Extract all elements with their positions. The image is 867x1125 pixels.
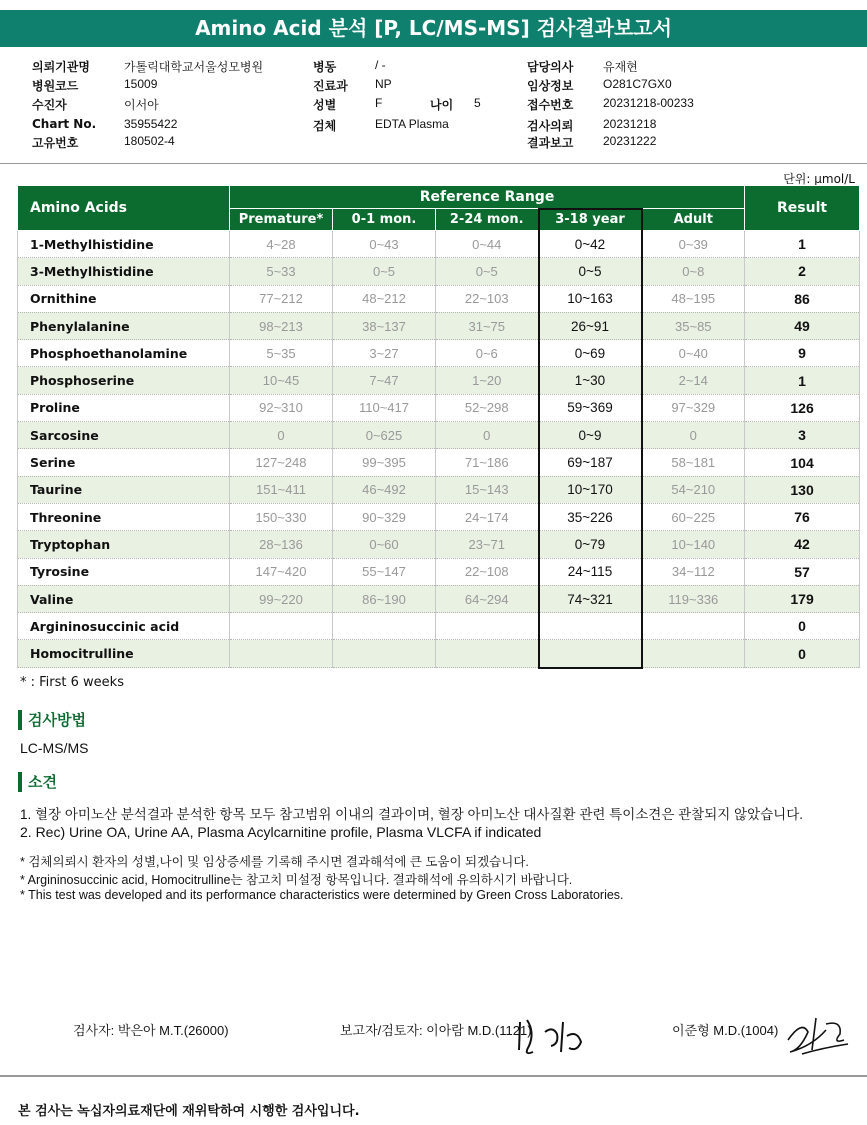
table-row	[18, 422, 860, 449]
bottom-divider	[0, 1075, 867, 1077]
result-value: 86	[745, 285, 860, 312]
table-row	[18, 476, 860, 503]
note-2: * Argininosuccinic acid, Homocitrulline는 참고치 미설정 항목입니다. 결과해석에 유의하시기 바랍니다.	[20, 873, 573, 887]
reference-range-cell: 0~9	[539, 422, 642, 449]
reference-range-cell: 28~136	[230, 531, 333, 558]
header-field-value: EDTA Plasma	[375, 117, 449, 131]
reference-range-cell: 34~112	[642, 558, 745, 585]
header-field-value: 180502-4	[124, 134, 175, 148]
method-text: LC-MS/MS	[20, 740, 89, 756]
reference-range-cell	[539, 640, 642, 668]
amino-acid-name: Serine	[18, 449, 230, 476]
table-row	[18, 640, 860, 668]
reference-range-cell: 98~213	[230, 312, 333, 339]
amino-acid-name: Phosphoserine	[18, 367, 230, 394]
result-value: 1	[745, 231, 860, 258]
reference-range-cell: 0~40	[642, 340, 745, 367]
reference-range-cell: 10~163	[539, 285, 642, 312]
table-row	[18, 367, 860, 394]
header-field-value: 20231218	[603, 117, 657, 131]
reference-range-cell: 99~220	[230, 585, 333, 612]
result-value: 130	[745, 476, 860, 503]
reference-range-cell: 71~186	[436, 449, 539, 476]
footnote: * : First 6 weeks	[20, 675, 124, 690]
method-heading: 검사방법	[18, 710, 86, 730]
header-field-label: 접수번호	[527, 98, 574, 112]
reference-range-cell: 92~310	[230, 394, 333, 421]
reference-range-cell: 150~330	[230, 503, 333, 530]
handwritten-signature-reporter	[515, 1012, 595, 1057]
header-field-value: 이서아	[124, 98, 159, 112]
ref-col-header: Premature*	[230, 209, 333, 231]
table-row	[18, 231, 860, 258]
reference-range-cell: 38~137	[333, 312, 436, 339]
reference-range-cell: 1~30	[539, 367, 642, 394]
finding-1: 1. 혈장 아미노산 분석결과 분석한 항목 모두 참고범위 이내의 결과이며, 혈장 아미노산 대사질환 관련 특이소견은 관찰되지 않았습니다.	[20, 807, 803, 822]
header-field-value: 15009	[124, 77, 158, 91]
table-row	[18, 258, 860, 285]
reference-range-cell: 86~190	[333, 585, 436, 612]
reference-range-cell: 151~411	[230, 476, 333, 503]
table-row	[18, 531, 860, 558]
reference-range-cell: 10~170	[539, 476, 642, 503]
reference-range-cell	[333, 613, 436, 640]
header-field-label: Chart No.	[32, 117, 97, 131]
finding-2: 2. Rec) Urine OA, Urine AA, Plasma Acylcarnitine profile, Plasma VLCFA if indicated	[20, 824, 542, 840]
age-value: 5	[474, 96, 481, 110]
header-field-value: 가톨릭대학교서울성모병원	[124, 60, 264, 74]
result-value: 104	[745, 449, 860, 476]
header-field-value: 35955422	[124, 117, 178, 131]
reference-range-cell	[642, 640, 745, 668]
amino-acid-name: Phosphoethanolamine	[18, 340, 230, 367]
reference-range-cell: 2~14	[642, 367, 745, 394]
reference-range-cell: 0~6	[436, 340, 539, 367]
result-value: 0	[745, 613, 860, 640]
director-signature: 이준형 M.D.(1004)	[672, 1023, 779, 1038]
reference-range-cell: 60~225	[642, 503, 745, 530]
reference-range-cell: 10~45	[230, 367, 333, 394]
result-value: 9	[745, 340, 860, 367]
result-value: 3	[745, 422, 860, 449]
header-field-value: NP	[375, 77, 392, 91]
header-field-label: 검체	[313, 119, 337, 133]
amino-acid-name: Taurine	[18, 476, 230, 503]
result-value: 2	[745, 258, 860, 285]
header-field-label: 수진자	[32, 98, 67, 112]
header-field-label: 임상정보	[527, 79, 574, 93]
reference-range-cell: 26~91	[539, 312, 642, 339]
reference-range-cell: 90~329	[333, 503, 436, 530]
result-value: 57	[745, 558, 860, 585]
ref-col-header: 0-1 mon.	[333, 209, 436, 231]
reference-range-cell: 0~5	[333, 258, 436, 285]
result-value: 42	[745, 531, 860, 558]
amino-acid-name: Tryptophan	[18, 531, 230, 558]
header-divider	[0, 163, 867, 164]
amino-acid-name: Homocitrulline	[18, 640, 230, 668]
table-row	[18, 449, 860, 476]
table-row	[18, 394, 860, 421]
handwritten-signature-director	[782, 1010, 857, 1058]
reference-range-cell: 55~147	[333, 558, 436, 585]
table-row	[18, 285, 860, 312]
reference-range-cell: 48~212	[333, 285, 436, 312]
amino-acid-name: Sarcosine	[18, 422, 230, 449]
amino-acid-name: Tyrosine	[18, 558, 230, 585]
amino-acid-name: Phenylalanine	[18, 312, 230, 339]
header-field-label: 의뢰기관명	[32, 60, 90, 74]
report-title: Amino Acid 분석 [P, LC/MS-MS] 검사결과보고서	[0, 10, 867, 47]
header-field-label: 진료과	[313, 79, 348, 93]
header-field-label: 병원코드	[32, 79, 79, 93]
reference-range-cell: 0	[436, 422, 539, 449]
reference-range-cell: 5~33	[230, 258, 333, 285]
reference-range-cell: 0~8	[642, 258, 745, 285]
reference-range-cell: 0~43	[333, 231, 436, 258]
age-label: 나이	[430, 98, 454, 112]
table-row	[18, 585, 860, 612]
reference-range-cell: 0	[642, 422, 745, 449]
header-field-value: 유재현	[603, 60, 638, 74]
table-row	[18, 312, 860, 339]
result-value: 49	[745, 312, 860, 339]
reference-range-cell: 77~212	[230, 285, 333, 312]
reference-range-cell: 69~187	[539, 449, 642, 476]
reference-range-cell: 24~174	[436, 503, 539, 530]
reference-range-cell	[436, 640, 539, 668]
reference-range-cell	[539, 613, 642, 640]
header-field-label: 담당의사	[527, 60, 574, 74]
reference-range-cell: 48~195	[642, 285, 745, 312]
reporter-signature: 보고자/검토자: 이아람 M.D.(1121)	[340, 1023, 532, 1038]
reference-range-cell: 22~108	[436, 558, 539, 585]
header-field-label: 병동	[313, 60, 337, 74]
reference-range-cell: 74~321	[539, 585, 642, 612]
amino-acid-name: Threonine	[18, 503, 230, 530]
reference-range-cell: 99~395	[333, 449, 436, 476]
reference-range-cell: 97~329	[642, 394, 745, 421]
reference-range-cell: 7~47	[333, 367, 436, 394]
reference-range-cell: 24~115	[539, 558, 642, 585]
header-field-value: / -	[375, 58, 386, 72]
header-field-value: O281C7GX0	[603, 77, 672, 91]
reference-range-cell: 54~210	[642, 476, 745, 503]
reference-range-cell: 52~298	[436, 394, 539, 421]
reference-range-cell: 0~5	[539, 258, 642, 285]
reference-range-cell: 0	[230, 422, 333, 449]
reference-range-cell: 46~492	[333, 476, 436, 503]
reference-range-cell: 31~75	[436, 312, 539, 339]
col-result: Result	[745, 186, 860, 231]
reference-range-cell: 23~71	[436, 531, 539, 558]
ref-col-header: 3-18 year	[539, 209, 642, 231]
reference-range-cell: 3~27	[333, 340, 436, 367]
amino-acid-name: Proline	[18, 394, 230, 421]
result-value: 126	[745, 394, 860, 421]
reference-range-cell: 58~181	[642, 449, 745, 476]
table-row	[18, 558, 860, 585]
reference-range-cell: 0~5	[436, 258, 539, 285]
reference-range-cell: 119~336	[642, 585, 745, 612]
reference-range-cell	[436, 613, 539, 640]
unit-label: 단위: μmol/L	[783, 172, 855, 186]
reference-range-cell	[230, 640, 333, 668]
header-field-label: 검사의뢰	[527, 119, 574, 133]
ref-col-header: 2-24 mon.	[436, 209, 539, 231]
table-row	[18, 613, 860, 640]
ref-col-header: Adult	[642, 209, 745, 231]
header-field-value: 20231222	[603, 134, 657, 148]
reference-range-cell: 15~143	[436, 476, 539, 503]
findings-heading: 소견	[18, 772, 57, 792]
amino-acid-name: 3-Methylhistidine	[18, 258, 230, 285]
reference-range-cell: 1~20	[436, 367, 539, 394]
reference-range-cell: 5~35	[230, 340, 333, 367]
reference-range-cell: 59~369	[539, 394, 642, 421]
table-row	[18, 340, 860, 367]
reference-range-cell: 0~44	[436, 231, 539, 258]
reference-range-cell: 4~28	[230, 231, 333, 258]
header-field-value: F	[375, 96, 383, 110]
reference-range-cell: 0~79	[539, 531, 642, 558]
reference-range-cell: 0~39	[642, 231, 745, 258]
reference-range-cell: 64~294	[436, 585, 539, 612]
reference-range-cell: 35~85	[642, 312, 745, 339]
header-field-label: 결과보고	[527, 136, 574, 150]
col-amino-acids: Amino Acids	[18, 186, 230, 231]
table-row	[18, 503, 860, 530]
note-1: * 검체의뢰시 환자의 성별,나이 및 임상증세를 기록해 주시면 결과해석에 큰 도움이 되겠습니다.	[20, 855, 529, 869]
reference-range-cell: 35~226	[539, 503, 642, 530]
header-field-value: 20231218-00233	[603, 96, 694, 110]
reference-range-cell: 0~69	[539, 340, 642, 367]
reference-range-cell: 110~417	[333, 394, 436, 421]
amino-acid-name: 1-Methylhistidine	[18, 231, 230, 258]
amino-acid-name: Ornithine	[18, 285, 230, 312]
col-reference-range: Reference Range	[230, 186, 745, 209]
header-field-label: 고유번호	[32, 136, 79, 150]
result-value: 179	[745, 585, 860, 612]
amino-acid-name: Valine	[18, 585, 230, 612]
reference-range-cell	[333, 640, 436, 668]
reference-range-cell	[230, 613, 333, 640]
outsourcing-notice: 본 검사는 녹십자의료재단에 재위탁하여 시행한 검사입니다.	[18, 1104, 360, 1119]
note-3: * This test was developed and its performance characteristics were determined by Green Cross Laboratories.	[20, 888, 624, 902]
reference-range-cell: 0~42	[539, 231, 642, 258]
amino-acid-name: Argininosuccinic acid	[18, 613, 230, 640]
reference-range-cell: 0~625	[333, 422, 436, 449]
reference-range-cell: 147~420	[230, 558, 333, 585]
amino-acid-table	[17, 185, 860, 669]
result-value: 0	[745, 640, 860, 668]
reference-range-cell: 22~103	[436, 285, 539, 312]
reference-range-cell: 127~248	[230, 449, 333, 476]
reference-range-cell	[642, 613, 745, 640]
result-value: 76	[745, 503, 860, 530]
reference-range-cell: 0~60	[333, 531, 436, 558]
result-value: 1	[745, 367, 860, 394]
reference-range-cell: 10~140	[642, 531, 745, 558]
tester-signature: 검사자: 박은아 M.T.(26000)	[73, 1023, 229, 1038]
header-field-label: 성별	[313, 98, 337, 112]
